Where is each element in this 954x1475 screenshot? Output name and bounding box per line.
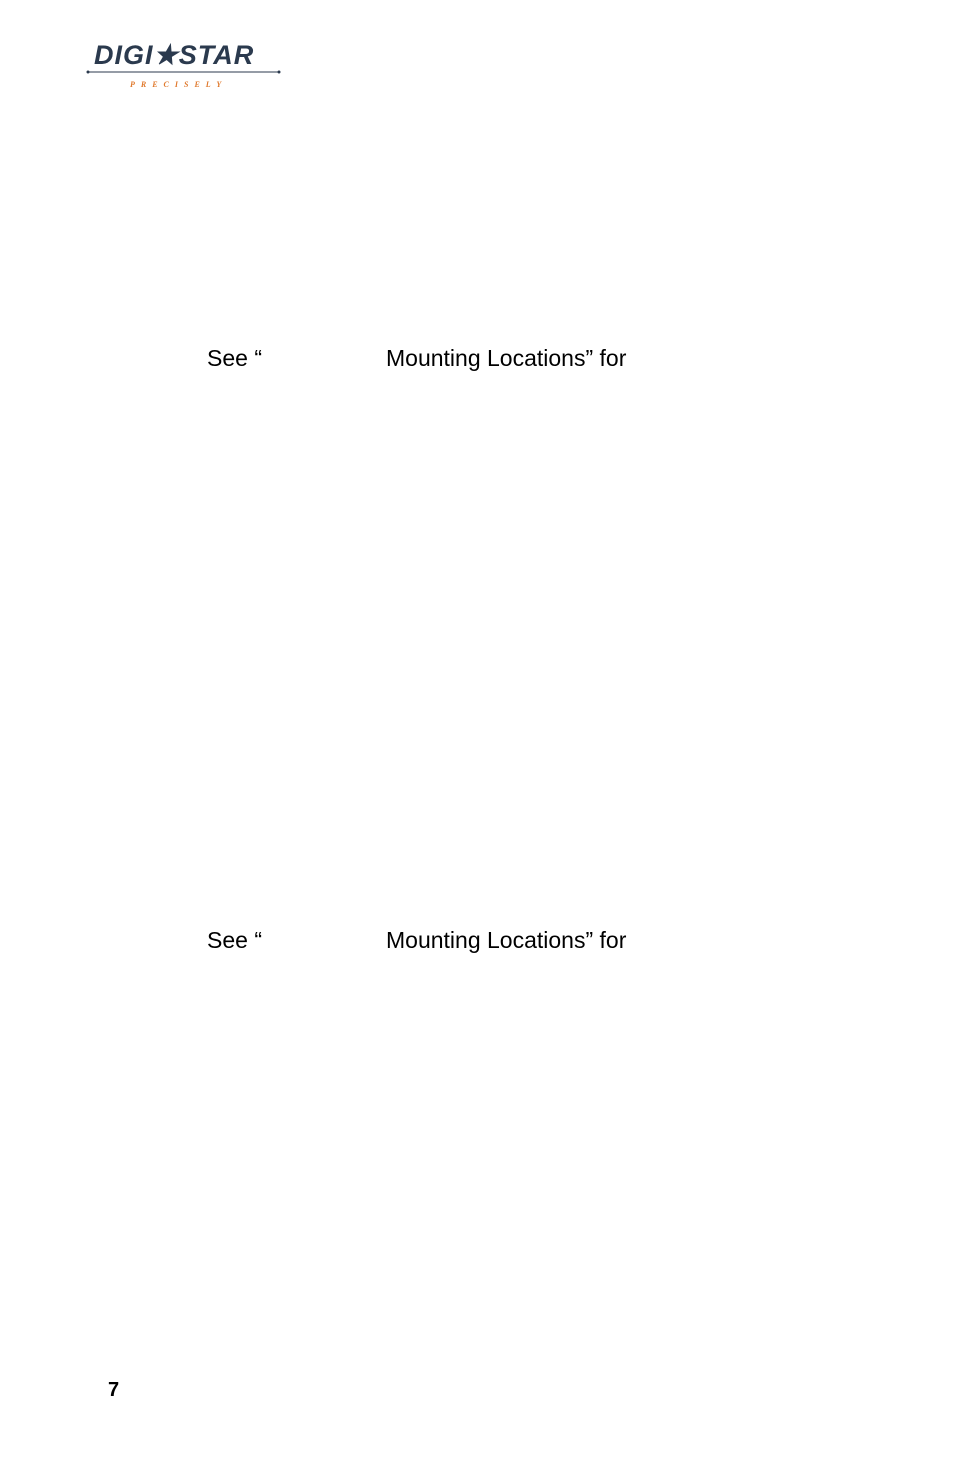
logo-wordmark: DIGI★STAR (94, 40, 255, 70)
digistar-logo-graphic (86, 38, 282, 90)
digistar-logo (86, 38, 282, 90)
paragraph-text-before: See “ (207, 345, 262, 371)
paragraph-text-before: See “ (207, 927, 262, 953)
page-number: 7 (108, 1379, 120, 1401)
paragraph-text-after: Mounting Locations” for (386, 927, 627, 953)
logo-divider-end-left (87, 71, 90, 74)
logo-tagline: PRECISELY (130, 80, 228, 89)
logo-divider-end-right (278, 71, 281, 74)
paragraph-text-after: Mounting Locations” for (386, 345, 627, 371)
paragraph-see-mounting-1 (207, 344, 667, 372)
paragraph-see-mounting-2 (207, 926, 667, 954)
